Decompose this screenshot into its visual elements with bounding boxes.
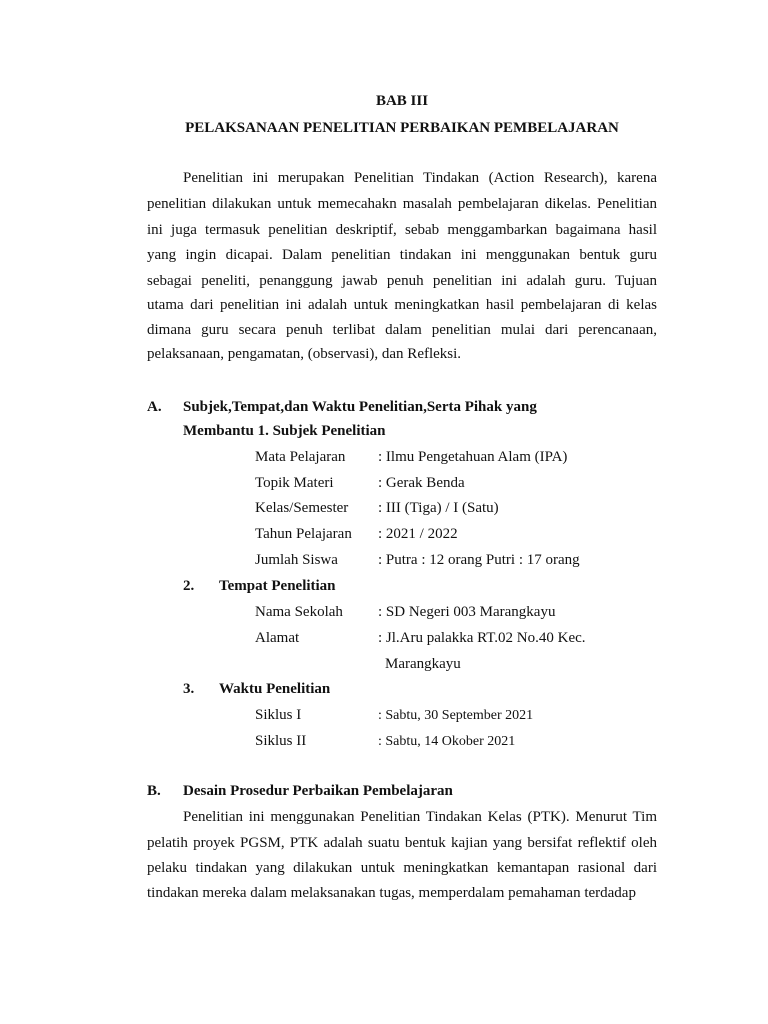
paragraph-line: sebagai peneliti, penanggung jawab penuh penelitian ini adalah guru. Tujuan (147, 273, 657, 289)
paragraph-line: utama dari penelitian ini adalah untuk meningkatkan hasil pembelajaran di kelas (147, 297, 657, 313)
field-label: Siklus II (255, 733, 307, 749)
section-a-subtitle: Membantu 1. Subjek Penelitian (183, 423, 386, 439)
field-label: Topik Materi (255, 475, 334, 491)
paragraph-line: tindakan mereka dalam melaksanakan tugas, memperdalam pemahaman terdadap (147, 885, 636, 901)
chapter-number: BAB III (375, 93, 429, 109)
tempat-title: Tempat Penelitian (219, 578, 336, 594)
field-value: : Putra : 12 orang Putri : 17 orang (378, 552, 580, 568)
paragraph-line: Penelitian ini merupakan Penelitian Tindakan (Action Research), karena (183, 170, 657, 186)
field-value: : SD Negeri 003 Marangkayu (378, 604, 556, 620)
section-a-title: Subjek,Tempat,dan Waktu Penelitian,Serta Pihak yang (183, 399, 537, 415)
field-value: : Sabtu, 14 Okober 2021 (378, 734, 516, 749)
field-label: Jumlah Siswa (255, 552, 338, 568)
paragraph-line: penelitian dilakukan untuk memecahakn masalah pembelajaran dikelas. Penelitian (147, 196, 657, 212)
field-label: Siklus I (255, 707, 302, 723)
field-value: : III (Tiga) / I (Satu) (378, 500, 499, 516)
paragraph-line: pelaksanaan, pengamatan, (observasi), dan Refleksi. (147, 346, 462, 362)
field-value: : Gerak Benda (378, 475, 465, 491)
chapter-title: PELAKSANAAN PENELITIAN PERBAIKAN PEMBELAJARAN (185, 120, 619, 136)
field-value: : Jl.Aru palakka RT.02 No.40 Kec. (378, 630, 586, 646)
tempat-number: 2. (183, 578, 195, 594)
paragraph-line: pelaku tindakan yang dilakukan untuk meningkatkan kemantapan rasional dari (147, 860, 657, 876)
field-label: Alamat (255, 630, 300, 646)
field-label: Kelas/Semester (255, 500, 349, 516)
field-value: : Ilmu Pengetahuan Alam (IPA) (378, 449, 568, 465)
field-value: : 2021 / 2022 (378, 526, 458, 542)
waktu-number: 3. (183, 681, 195, 697)
paragraph-line: ini juga termasuk penelitian deskriptif, sebab menggambarkan bagaimana hasil (147, 222, 657, 238)
field-label: Nama Sekolah (255, 604, 343, 620)
paragraph-line: yang ingin dicapai. Dalam penelitian tindakan ini menggunakan bentuk guru (147, 247, 657, 263)
paragraph-line: Penelitian ini menggunakan Penelitian Tindakan Kelas (PTK). Menurut Tim (183, 809, 657, 825)
section-b-title: Desain Prosedur Perbaikan Pembelajaran (183, 783, 453, 799)
field-label: Tahun Pelajaran (255, 526, 352, 542)
section-b-marker: B. (147, 783, 161, 799)
section-a-marker: A. (147, 399, 162, 415)
field-value-continued: Marangkayu (385, 656, 461, 672)
field-value: : Sabtu, 30 September 2021 (378, 708, 534, 723)
paragraph-line: dimana guru secara penuh terlibat dalam penelitian mulai dari perencanaan, (147, 322, 657, 338)
paragraph-line: pelatih proyek PGSM, PTK adalah suatu bentuk kajian yang bersifat reflektif oleh (147, 835, 657, 851)
waktu-title: Waktu Penelitian (219, 681, 331, 697)
field-label: Mata Pelajaran (255, 449, 346, 465)
